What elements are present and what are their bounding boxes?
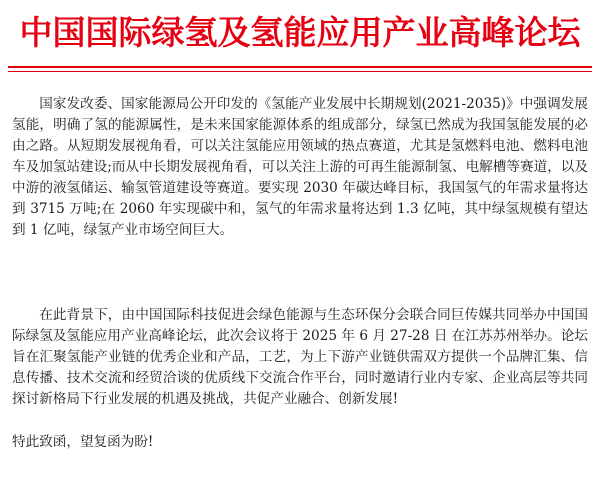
title-divider-thick (8, 66, 592, 68)
document-title: 中国国际绿氢及氢能应用产业高峰论坛 (19, 13, 581, 52)
closing-remark: 特此致函，望复函为盼! (12, 434, 154, 450)
title-divider-thin (8, 71, 592, 72)
paragraph-policy-background: 国家发改委、国家能源局公开印发的《氢能产业发展中长期规划(2021-2035)》中强调发展氢能，明确了氢的能源属性，是未来国家能源体系的组成部分，绿氢已然成为我国氢能发展的必由之路。从短期发展视角看，可以关注氢能应用领域的热点赛道，尤其是氢燃料电池、燃料电池车及加氢站建设;而从中长期发展视角看，可以关注上游的可再生能源制氢、电解槽等赛道，以及中游的液氢储运、输氢管道建设等赛道。要实现 2030 年碳达峰目标，我国氢气的年需求量将达到 3715 万吨;在 2060 年实现碳中和，氢气的年需求量将达到 1.3 亿吨，其中绿氢规模有望达到 1 亿吨，绿氢产业市场空间巨大。 (12, 96, 588, 238)
paragraph-forum-introduction: 在此背景下，由中国国际科技促进会绿色能源与生态环保分会联合同巨传媒共同举办中国国际绿氢及氢能应用产业高峰论坛，此次会议将于 2025 年 6 月 27-28 日 在江苏苏州举办。论坛旨在汇聚氢能产业链的优秀企业和产品，工艺，为上下游产业链供需双方提供一个品牌汇集、信息传播、技术交流和经贸洽谈的优质线下交流合作平台，同时邀请行业内专家、企业高层等共同探讨新格局下行业发展的机遇及挑战，共促产业融合、创新发展! (12, 307, 588, 407)
